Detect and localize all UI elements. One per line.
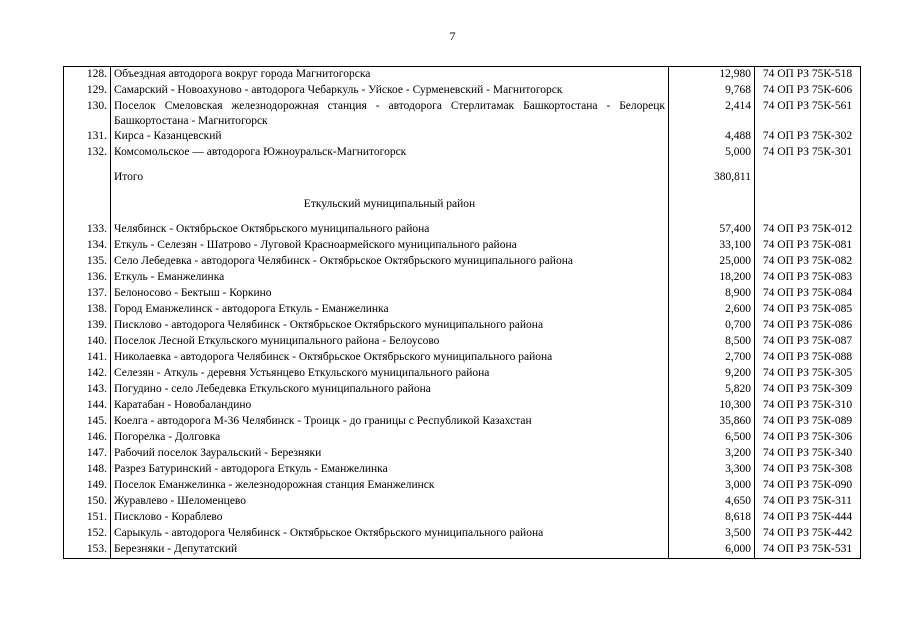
road-name: Село Лебедевка - автодорога Челябинск - Октябрьское Октябрьского муниципального района bbox=[111, 254, 669, 270]
road-length: 4,488 bbox=[669, 129, 755, 145]
road-name: Селезян - Аткуль - деревня Устьянцево Еткульского муниципального района bbox=[111, 366, 669, 382]
road-name: Поселок Лесной Еткульского муниципального района - Белоусово bbox=[111, 334, 669, 350]
row-number: 140. bbox=[64, 334, 111, 350]
road-name: Погудино - село Лебедевка Еткульского муниципального района bbox=[111, 382, 669, 398]
road-name: Поселок Еманжелинка - железнодорожная станция Еманжелинск bbox=[111, 478, 669, 494]
table-row bbox=[64, 526, 861, 542]
row-number: 152. bbox=[64, 526, 111, 542]
road-code: 74 ОП РЗ 75К-444 bbox=[755, 510, 861, 526]
row-number: 137. bbox=[64, 286, 111, 302]
road-code: 74 ОП РЗ 75К-561 bbox=[755, 99, 861, 129]
road-length: 2,414 bbox=[669, 99, 755, 129]
table-row bbox=[64, 238, 861, 254]
road-name: Погорелка - Долговка bbox=[111, 430, 669, 446]
table-row bbox=[64, 510, 861, 526]
row-number: 132. bbox=[64, 145, 111, 161]
road-code: 74 ОП РЗ 75К-086 bbox=[755, 318, 861, 334]
road-name: Еткуль - Еманжелинка bbox=[111, 270, 669, 286]
road-name: Белоносово - Бектыш - Коркино bbox=[111, 286, 669, 302]
table-row bbox=[64, 446, 861, 462]
road-length: 9,200 bbox=[669, 366, 755, 382]
road-length: 8,500 bbox=[669, 334, 755, 350]
road-length: 35,860 bbox=[669, 414, 755, 430]
road-name: Еткуль - Селезян - Шатрово - Луговой Красноармейского муниципального района bbox=[111, 238, 669, 254]
row-number: 148. bbox=[64, 462, 111, 478]
table-row bbox=[64, 414, 861, 430]
road-code: 74 ОП РЗ 75К-302 bbox=[755, 129, 861, 145]
road-name: Березняки - Депутатский bbox=[111, 542, 669, 559]
section-row bbox=[64, 190, 861, 218]
road-length: 6,000 bbox=[669, 542, 755, 559]
road-code: 74 ОП РЗ 75К-311 bbox=[755, 494, 861, 510]
table-row bbox=[64, 462, 861, 478]
road-code: 74 ОП РЗ 75К-310 bbox=[755, 398, 861, 414]
row-number: 135. bbox=[64, 254, 111, 270]
road-name: Писклово - автодорога Челябинск - Октябрьское Октябрьского муниципального района bbox=[111, 318, 669, 334]
road-length: 3,500 bbox=[669, 526, 755, 542]
section-code-cell bbox=[755, 190, 861, 218]
row-number: 142. bbox=[64, 366, 111, 382]
road-length: 57,400 bbox=[669, 222, 755, 238]
total-value: 380,811 bbox=[669, 161, 755, 190]
road-length: 5,820 bbox=[669, 382, 755, 398]
row-number: 131. bbox=[64, 129, 111, 145]
row-number: 145. bbox=[64, 414, 111, 430]
row-number: 129. bbox=[64, 83, 111, 99]
road-length: 0,700 bbox=[669, 318, 755, 334]
row-number: 143. bbox=[64, 382, 111, 398]
row-number: 144. bbox=[64, 398, 111, 414]
road-length: 25,000 bbox=[669, 254, 755, 270]
road-length: 2,600 bbox=[669, 302, 755, 318]
road-code: 74 ОП РЗ 75К-083 bbox=[755, 270, 861, 286]
total-row bbox=[64, 161, 861, 190]
road-name: Сарыкуль - автодорога Челябинск - Октябрьское Октябрьского муниципального района bbox=[111, 526, 669, 542]
row-number: 130. bbox=[64, 99, 111, 129]
road-code: 74 ОП РЗ 75К-442 bbox=[755, 526, 861, 542]
road-length: 8,900 bbox=[669, 286, 755, 302]
road-length: 18,200 bbox=[669, 270, 755, 286]
row-number: 136. bbox=[64, 270, 111, 286]
total-code-cell bbox=[755, 161, 861, 190]
road-code: 74 ОП РЗ 75К-082 bbox=[755, 254, 861, 270]
table-row bbox=[64, 67, 861, 84]
table-row bbox=[64, 494, 861, 510]
road-name: Коелга - автодорога М-36 Челябинск - Троицк - до границы с Республикой Казахстан bbox=[111, 414, 669, 430]
row-number: 128. bbox=[64, 67, 111, 84]
road-length: 33,100 bbox=[669, 238, 755, 254]
road-code: 74 ОП РЗ 75К-085 bbox=[755, 302, 861, 318]
road-code: 74 ОП РЗ 75К-340 bbox=[755, 446, 861, 462]
road-length: 5,000 bbox=[669, 145, 755, 161]
section-title: Еткульский муниципальный район bbox=[111, 190, 669, 218]
table-row bbox=[64, 398, 861, 414]
road-code: 74 ОП РЗ 75К-305 bbox=[755, 366, 861, 382]
roads-table-body bbox=[64, 67, 861, 559]
total-label: Итого bbox=[111, 161, 669, 190]
road-code: 74 ОП РЗ 75К-309 bbox=[755, 382, 861, 398]
road-code: 74 ОП РЗ 75К-084 bbox=[755, 286, 861, 302]
section-length-cell bbox=[669, 190, 755, 218]
row-number: 133. bbox=[64, 222, 111, 238]
road-name: Разрез Батуринский - автодорога Еткуль - Еманжелинка bbox=[111, 462, 669, 478]
section-number-cell bbox=[64, 190, 111, 218]
road-name: Объездная автодорога вокруг города Магнитогорска bbox=[111, 67, 669, 84]
roads-table bbox=[63, 66, 861, 559]
road-name: Писклово - Кораблево bbox=[111, 510, 669, 526]
road-length: 6,500 bbox=[669, 430, 755, 446]
road-length: 3,000 bbox=[669, 478, 755, 494]
road-code: 74 ОП РЗ 75К-089 bbox=[755, 414, 861, 430]
total-number-cell bbox=[64, 161, 111, 190]
road-code: 74 ОП РЗ 75К-087 bbox=[755, 334, 861, 350]
road-name: Рабочий поселок Зауральский - Березняки bbox=[111, 446, 669, 462]
row-number: 147. bbox=[64, 446, 111, 462]
table-row bbox=[64, 382, 861, 398]
page-number: 7 bbox=[449, 29, 456, 43]
table-row bbox=[64, 270, 861, 286]
road-name: Николаевка - автодорога Челябинск - Октябрьское Октябрьского муниципального района bbox=[111, 350, 669, 366]
table-row bbox=[64, 145, 861, 161]
row-number: 134. bbox=[64, 238, 111, 254]
road-name: Поселок Смеловская железнодорожная станция - автодорога Стерлитамак Башкортостана - Белорецк Башкортостана - Магнитогорск bbox=[111, 99, 669, 129]
road-length: 8,618 bbox=[669, 510, 755, 526]
road-name: Каратабан - Новобаландино bbox=[111, 398, 669, 414]
road-code: 74 ОП РЗ 75К-012 bbox=[755, 222, 861, 238]
road-length: 3,300 bbox=[669, 462, 755, 478]
road-length: 2,700 bbox=[669, 350, 755, 366]
road-length: 10,300 bbox=[669, 398, 755, 414]
road-length: 12,980 bbox=[669, 67, 755, 84]
row-number: 149. bbox=[64, 478, 111, 494]
table-row bbox=[64, 318, 861, 334]
road-code: 74 ОП РЗ 75К-306 bbox=[755, 430, 861, 446]
road-code: 74 ОП РЗ 75К-090 bbox=[755, 478, 861, 494]
road-length: 4,650 bbox=[669, 494, 755, 510]
row-number: 151. bbox=[64, 510, 111, 526]
table-row bbox=[64, 350, 861, 366]
road-code: 74 ОП РЗ 75К-301 bbox=[755, 145, 861, 161]
row-number: 153. bbox=[64, 542, 111, 559]
road-code: 74 ОП РЗ 75К-088 bbox=[755, 350, 861, 366]
table-row bbox=[64, 129, 861, 145]
road-name: Кирса - Казанцевский bbox=[111, 129, 669, 145]
road-code: 74 ОП РЗ 75К-081 bbox=[755, 238, 861, 254]
road-name: Челябинск - Октябрьское Октябрьского муниципального района bbox=[111, 222, 669, 238]
row-number: 141. bbox=[64, 350, 111, 366]
road-code: 74 ОП РЗ 75К-518 bbox=[755, 67, 861, 84]
row-number: 150. bbox=[64, 494, 111, 510]
table-row bbox=[64, 542, 861, 559]
table-row bbox=[64, 222, 861, 238]
road-code: 74 ОП РЗ 75К-606 bbox=[755, 83, 861, 99]
row-number: 138. bbox=[64, 302, 111, 318]
table-row bbox=[64, 99, 861, 129]
road-name: Комсомольское — автодорога Южноуральск-Магнитогорск bbox=[111, 145, 669, 161]
table-row bbox=[64, 478, 861, 494]
table-row bbox=[64, 430, 861, 446]
table-row bbox=[64, 254, 861, 270]
table-row bbox=[64, 366, 861, 382]
row-number: 146. bbox=[64, 430, 111, 446]
road-length: 3,200 bbox=[669, 446, 755, 462]
road-code: 74 ОП РЗ 75К-308 bbox=[755, 462, 861, 478]
road-length: 9,768 bbox=[669, 83, 755, 99]
table-row bbox=[64, 334, 861, 350]
road-name: Самарский - Новоахуново - автодорога Чебаркуль - Уйское - Сурменевский - Магнитогорск bbox=[111, 83, 669, 99]
row-number: 139. bbox=[64, 318, 111, 334]
table-row bbox=[64, 302, 861, 318]
road-name: Журавлево - Шеломенцево bbox=[111, 494, 669, 510]
road-name: Город Еманжелинск - автодорога Еткуль - Еманжелинка bbox=[111, 302, 669, 318]
table-row bbox=[64, 286, 861, 302]
road-code: 74 ОП РЗ 75К-531 bbox=[755, 542, 861, 559]
table-row bbox=[64, 83, 861, 99]
